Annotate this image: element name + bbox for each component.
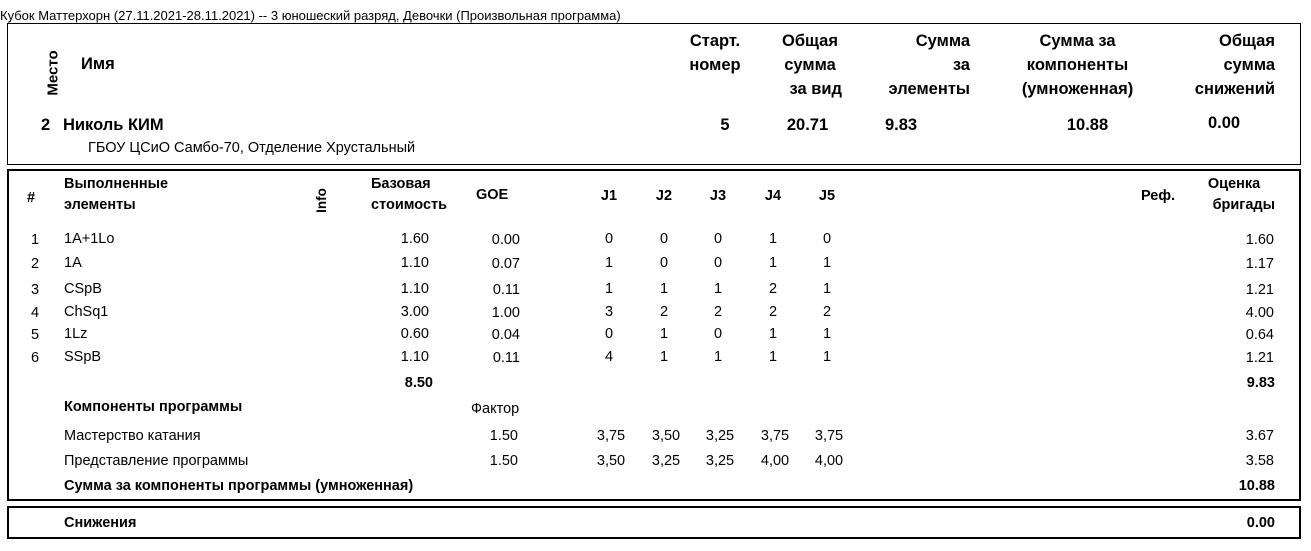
panel-score-header: Оценка бригады [1207, 176, 1275, 213]
deductions-label: Снижения [64, 515, 137, 531]
j2-header: J2 [655, 188, 673, 204]
place-header: Место [44, 50, 62, 96]
element-judge-2: 2 [659, 304, 669, 320]
element-panel-score: 4.00 [1245, 305, 1274, 321]
element-panel-score: 1.21 [1245, 282, 1274, 298]
component-name: Представление программы [64, 453, 249, 469]
components-sum-header: Сумма за компоненты (умноженная) [1021, 32, 1134, 98]
element-judge-3: 0 [713, 326, 723, 342]
element-judge-5: 0 [822, 231, 832, 247]
start-number-header: Старт. номер [689, 32, 741, 74]
element-judge-5: 1 [822, 349, 832, 365]
goe-header: GOE [476, 187, 509, 203]
element-judge-5: 1 [822, 281, 832, 297]
element-judge-4: 1 [768, 231, 778, 247]
components-total-label: Сумма за компоненты программы (умноженная) [64, 478, 414, 494]
component-score: 3.67 [1245, 428, 1274, 444]
element-judge-3: 1 [713, 349, 723, 365]
skater-deductions: 0.00 [1208, 114, 1241, 132]
deductions-score: 0.00 [1246, 515, 1275, 531]
elements-sum-header: Сумма за элементы [888, 32, 970, 98]
component-judge-3: 3,25 [705, 428, 735, 444]
element-judge-4: 2 [768, 304, 778, 320]
element-base-value: 3.00 [400, 304, 429, 320]
element-goe: 1.00 [491, 305, 520, 321]
component-judge-4: 4,00 [760, 453, 790, 469]
element-judge-5: 1 [822, 255, 832, 271]
component-judge-2: 3,25 [651, 453, 681, 469]
element-judge-2: 1 [659, 281, 669, 297]
num-header: # [27, 190, 36, 206]
skater-total: 20.71 [786, 116, 829, 134]
element-name: SSpB [64, 349, 102, 365]
deductions-box [7, 506, 1301, 539]
element-panel-score: 0.64 [1245, 327, 1274, 343]
component-judge-3: 3,25 [705, 453, 735, 469]
element-number: 2 [31, 256, 40, 272]
element-judge-5: 2 [822, 304, 832, 320]
element-goe: 0.11 [492, 350, 520, 366]
skater-place: 2 [41, 116, 51, 134]
component-name: Мастерство катания [64, 428, 201, 444]
j1-header: J1 [600, 188, 618, 204]
element-judge-2: 0 [659, 255, 669, 271]
element-judge-1: 0 [604, 231, 614, 247]
element-goe: 0.07 [491, 256, 520, 272]
element-judge-4: 2 [768, 281, 778, 297]
element-name: ChSq1 [64, 304, 109, 320]
element-base-value: 1.10 [400, 281, 429, 297]
component-judge-5: 3,75 [814, 428, 844, 444]
component-judge-5: 4,00 [814, 453, 844, 469]
j3-header: J3 [709, 188, 727, 204]
element-base-value: 1.60 [400, 231, 429, 247]
element-judge-4: 1 [768, 255, 778, 271]
executed-elements-header: Выполненные элементы [64, 176, 169, 213]
element-number: 4 [31, 305, 40, 321]
element-number: 3 [31, 282, 40, 298]
component-score: 3.58 [1245, 453, 1274, 469]
element-panel-score: 1.21 [1245, 350, 1274, 366]
element-judge-1: 3 [604, 304, 614, 320]
components-title: Компоненты программы [64, 399, 243, 415]
factor-header: Фактор [471, 401, 520, 417]
element-judge-3: 1 [713, 281, 723, 297]
component-judge-4: 3,75 [760, 428, 790, 444]
skater-components-sum: 10.88 [1066, 116, 1109, 134]
element-judge-1: 4 [604, 349, 614, 365]
element-base-value: 1.10 [400, 349, 429, 365]
info-header: Info [313, 188, 329, 213]
skater-elements-sum: 9.83 [885, 116, 918, 134]
skater-name: Николь КИМ [63, 116, 164, 134]
element-judge-4: 1 [768, 349, 778, 365]
base-value-header: Базовая стоимость [371, 176, 448, 213]
deductions-header: Общая сумма снижений [1194, 32, 1275, 98]
component-judge-1: 3,75 [596, 428, 626, 444]
element-judge-3: 0 [713, 231, 723, 247]
element-panel-score: 1.17 [1245, 256, 1274, 272]
element-panel-score: 1.60 [1245, 232, 1274, 248]
component-judge-1: 3,50 [596, 453, 626, 469]
ref-header: Реф. [1141, 188, 1176, 204]
element-judge-4: 1 [768, 326, 778, 342]
element-name: 1Lz [64, 326, 88, 342]
element-judge-3: 0 [713, 255, 723, 271]
page-title: Кубок Маттерхорн (27.11.2021-28.11.2021) -- 3 юношеский разряд, Девочки (Произвольная программа) [0, 8, 621, 23]
element-base-value: 0.60 [400, 326, 429, 342]
element-judge-2: 1 [659, 326, 669, 342]
element-goe: 0.04 [491, 327, 520, 343]
element-judge-3: 2 [713, 304, 723, 320]
element-judge-1: 1 [604, 255, 614, 271]
name-header: Имя [81, 55, 115, 73]
element-name: 1A [64, 255, 82, 271]
component-factor: 1.50 [489, 453, 518, 469]
element-judge-2: 0 [659, 231, 669, 247]
j4-header: J4 [764, 188, 782, 204]
element-name: CSpB [64, 281, 102, 297]
component-factor: 1.50 [489, 428, 518, 444]
element-number: 5 [31, 327, 40, 343]
component-judge-2: 3,50 [651, 428, 681, 444]
element-goe: 0.11 [492, 282, 520, 298]
element-judge-1: 1 [604, 281, 614, 297]
j5-header: J5 [818, 188, 836, 204]
element-name: 1A+1Lo [64, 231, 115, 247]
elements-base-total: 8.50 [404, 375, 433, 391]
skater-start-number: 5 [720, 116, 730, 134]
element-number: 6 [31, 350, 40, 366]
element-goe: 0.00 [491, 232, 520, 248]
element-judge-2: 1 [659, 349, 669, 365]
components-total-score: 10.88 [1238, 478, 1275, 494]
total-score-header: Общая сумма за вид [782, 32, 842, 98]
elements-score-total: 9.83 [1246, 375, 1275, 391]
element-judge-5: 1 [822, 326, 832, 342]
element-number: 1 [31, 232, 40, 248]
skater-club: ГБОУ ЦСиО Самбо-70, Отделение Хрустальный [88, 140, 416, 156]
element-base-value: 1.10 [400, 255, 429, 271]
element-judge-1: 0 [604, 326, 614, 342]
